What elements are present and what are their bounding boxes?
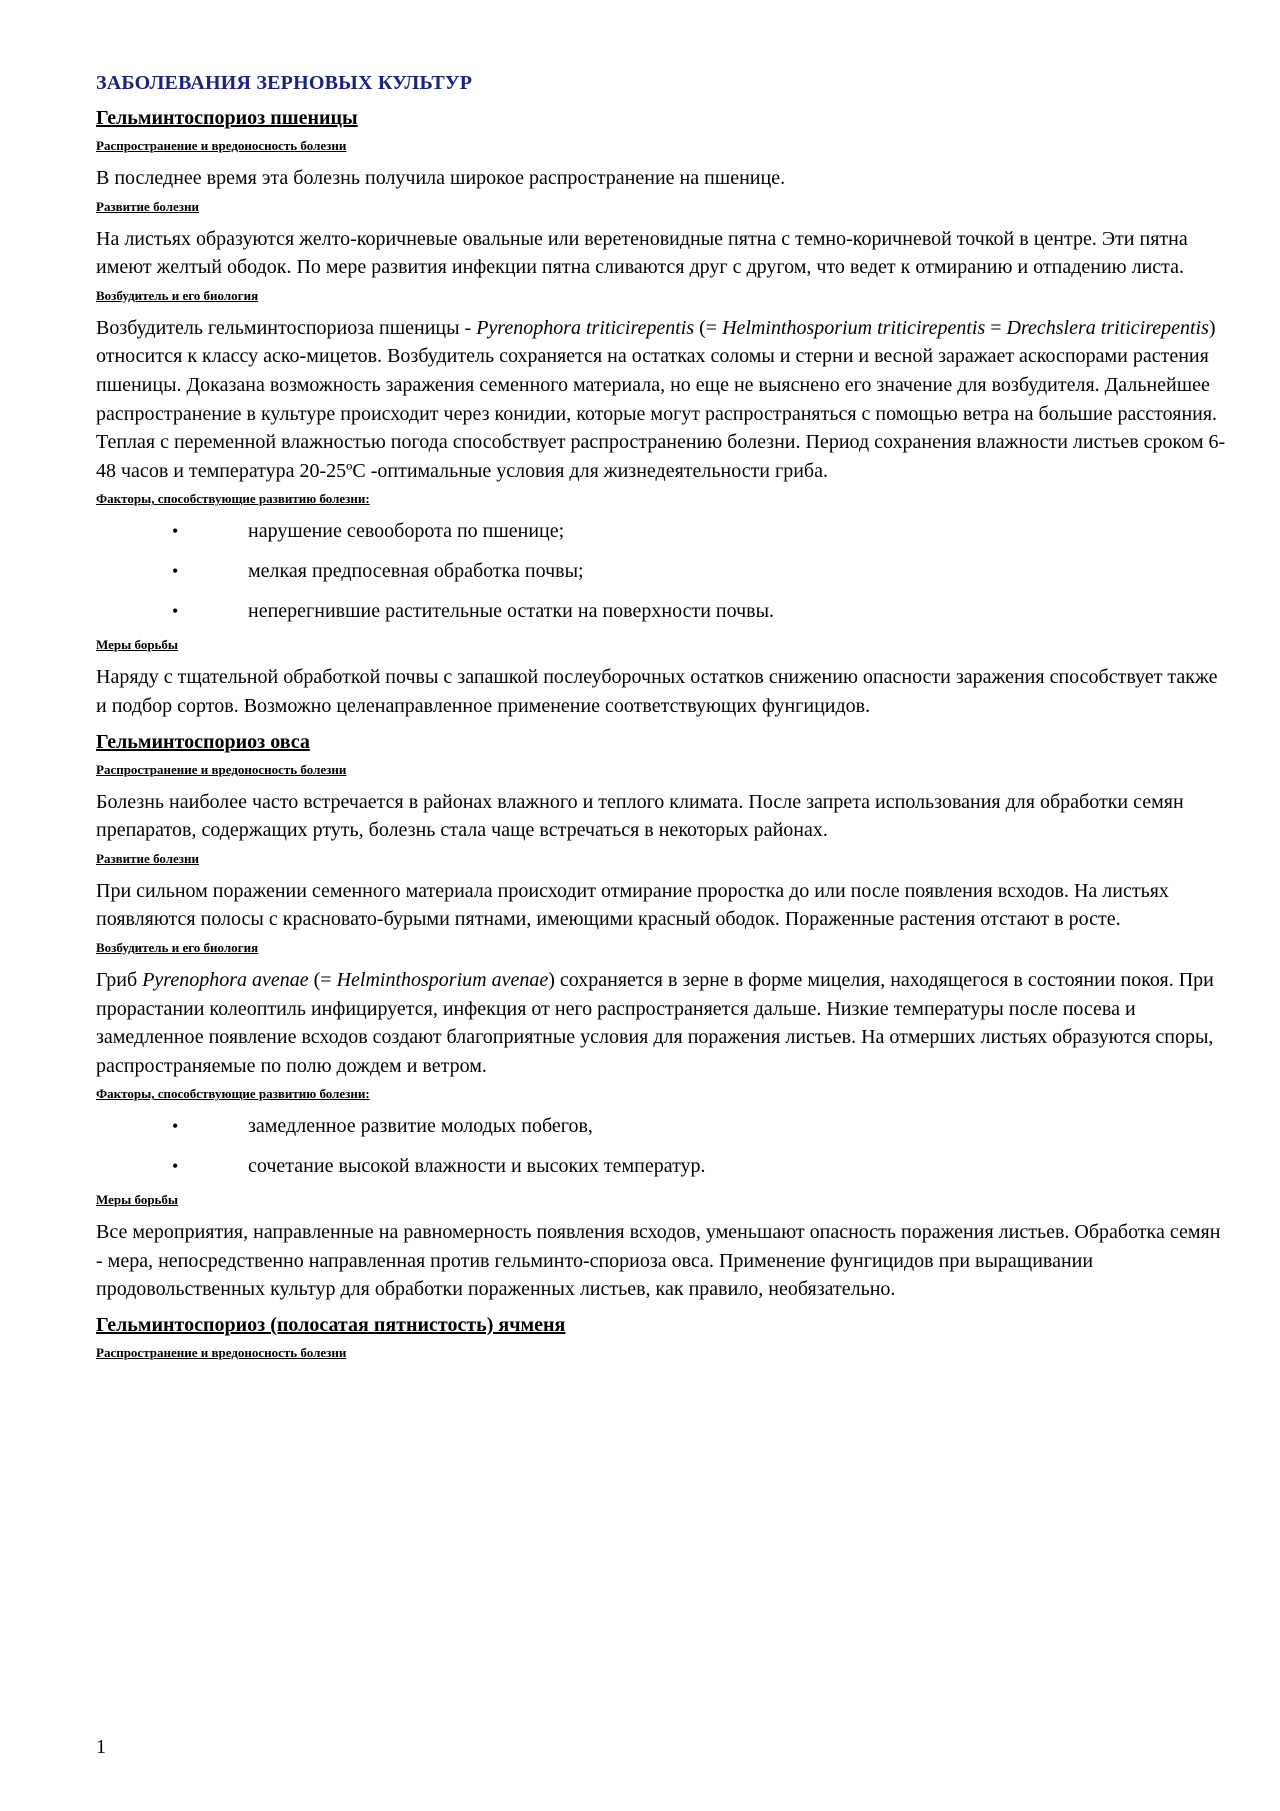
list-item (96, 597, 1226, 625)
subheading-spread: Распространение и вредоносность болезни (96, 761, 347, 777)
subheading-spread: Распространение и вредоносность болезни (96, 138, 347, 153)
factors-list (96, 1112, 1226, 1180)
subheading-development: Развитие болезни (96, 850, 199, 866)
subheading-factors: Факторы, способствующие развитию болезни: (96, 491, 370, 507)
paragraph-control: Наряду с тщательной обработкой почвы с запашкой послеуборочных остатков снижению опасности заражения способствует также и подбор сортов. Возможно целенаправленное применение соответствующих фунгицидов. (96, 666, 1218, 717)
document-page (96, 72, 1226, 1371)
paragraph-development: На листьях образуются желто-коричневые овальные или веретеновидные пятна с темно-коричневой точкой в центре. Эти пятна имеют желтый ободок. По мере развития инфекции пятна сливаются друг с другом, что ведет к отмиранию и отпадению листа. (96, 227, 1188, 279)
paragraph-spread: В последнее время эта болезнь получила широкое распространение на пшенице. (96, 167, 786, 189)
text-run: = (985, 316, 1007, 339)
text-run: ) относится к классу аско-мицетов. Возбудитель сохраняется на остатках соломы и стерни и весной заражает аскоспорами растения пшеницы. Доказана возможность заражения семенного материала, но еще не выяснено его значение для возбудителя. Дальнейшее распространение в культуре происходит через конидии, которые могут распространяться с помощью ветра на большие расстояния. Теплая с переменной влажностью погода способствует распространению болезни. Период сохранения влажности листьев сроком 6-48 часов и температура 20-25ºС -оптимальные условия для жизнедеятельности гриба. (96, 316, 1226, 482)
subheading-agent: Возбудитель и его биология (96, 939, 259, 955)
subheading-factors: Факторы, способствующие развитию болезни: (96, 1086, 370, 1102)
subheading-control: Меры борьбы (96, 637, 179, 653)
bullet-icon: • (172, 1156, 179, 1177)
list-item-text: нарушение севооборота по пшенице; (248, 520, 565, 543)
list-item (96, 517, 1226, 545)
subheading-agent: Возбудитель и его биология (96, 287, 259, 303)
latin-name: Drechslera triticirepentis (1006, 316, 1209, 339)
list-item-text: мелкая предпосевная обработка почвы; (248, 560, 584, 583)
bullet-icon: • (172, 1116, 179, 1137)
list-item-text: неперегнившие растительные остатки на поверхности почвы. (248, 600, 775, 623)
paragraph-agent (96, 314, 1226, 486)
list-item-text: замедленное развитие молодых побегов, (248, 1115, 593, 1138)
page-number: 1 (96, 1736, 106, 1758)
subheading-control: Меры борьбы (96, 1192, 179, 1208)
text-run: (= (694, 316, 723, 339)
paragraph-control: Все мероприятия, направленные на равномерность появления всходов, уменьшают опасность поражения листьев. Обработка семян - мера, непосредственно направленная против гельминто-спориоза овса. Применение фунгицидов при выращивании продовольственных культур для обработки пораженных листьев, как правило, необязательно. (96, 1221, 1221, 1301)
factors-list (96, 517, 1226, 625)
text-run: Гриб (96, 968, 143, 991)
bullet-icon: • (172, 601, 179, 622)
latin-name: Pyrenophora avenae (142, 968, 309, 991)
section-title-oats: Гельминтоспориоз овса (96, 730, 310, 753)
list-item (96, 557, 1226, 585)
section-title-barley: Гельминтоспориоз (полосатая пятнистость) ячменя (96, 1314, 566, 1337)
text-run: (= (308, 968, 337, 991)
bullet-icon: • (172, 561, 179, 582)
paragraph-spread: Болезнь наиболее часто встречается в районах влажного и теплого климата. После запрета использования для обработки семян препаратов, содержащих ртуть, болезнь стала чаще встречаться в некоторых районах. (96, 790, 1184, 842)
paragraph-agent (96, 966, 1226, 1080)
section-title-wheat: Гельминтоспориоз пшеницы (96, 107, 358, 129)
list-item (96, 1112, 1226, 1140)
list-item-text: сочетание высокой влажности и высоких температур. (248, 1155, 706, 1178)
latin-name: Pyrenophora triticirepentis (476, 316, 695, 339)
subheading-spread: Распространение и вредоносность болезни (96, 1345, 347, 1361)
list-item (96, 1152, 1226, 1180)
text-run: ) сохраняется в зерне в форме мицелия, находящегося в состоянии покоя. При прорастании колеоптиль инфицируется, инфекция от него распространяется дальше. Низкие температуры после посева и замедленное появление всходов создают благоприятные условия для поражения листьев. На отмерших листьях образуются споры, распространяемые по полю дождем и ветром. (96, 968, 1214, 1077)
text-run: Возбудитель гельминтоспориоза пшеницы - (96, 316, 477, 339)
bullet-icon: • (172, 521, 179, 542)
subheading-development: Развитие болезни (96, 198, 199, 214)
document-title: ЗАБОЛЕВАНИЯ ЗЕРНОВЫХ КУЛЬТУР (96, 72, 473, 94)
latin-name: Helminthosporium triticirepentis (722, 316, 986, 339)
latin-name: Helminthosporium avenae (336, 968, 549, 991)
paragraph-development: При сильном поражении семенного материала происходит отмирание проростка до или после появления всходов. На листьях появляются полосы с красновато-бурыми пятнами, имеющими красный ободок. Пораженные растения отстают в росте. (96, 879, 1169, 931)
